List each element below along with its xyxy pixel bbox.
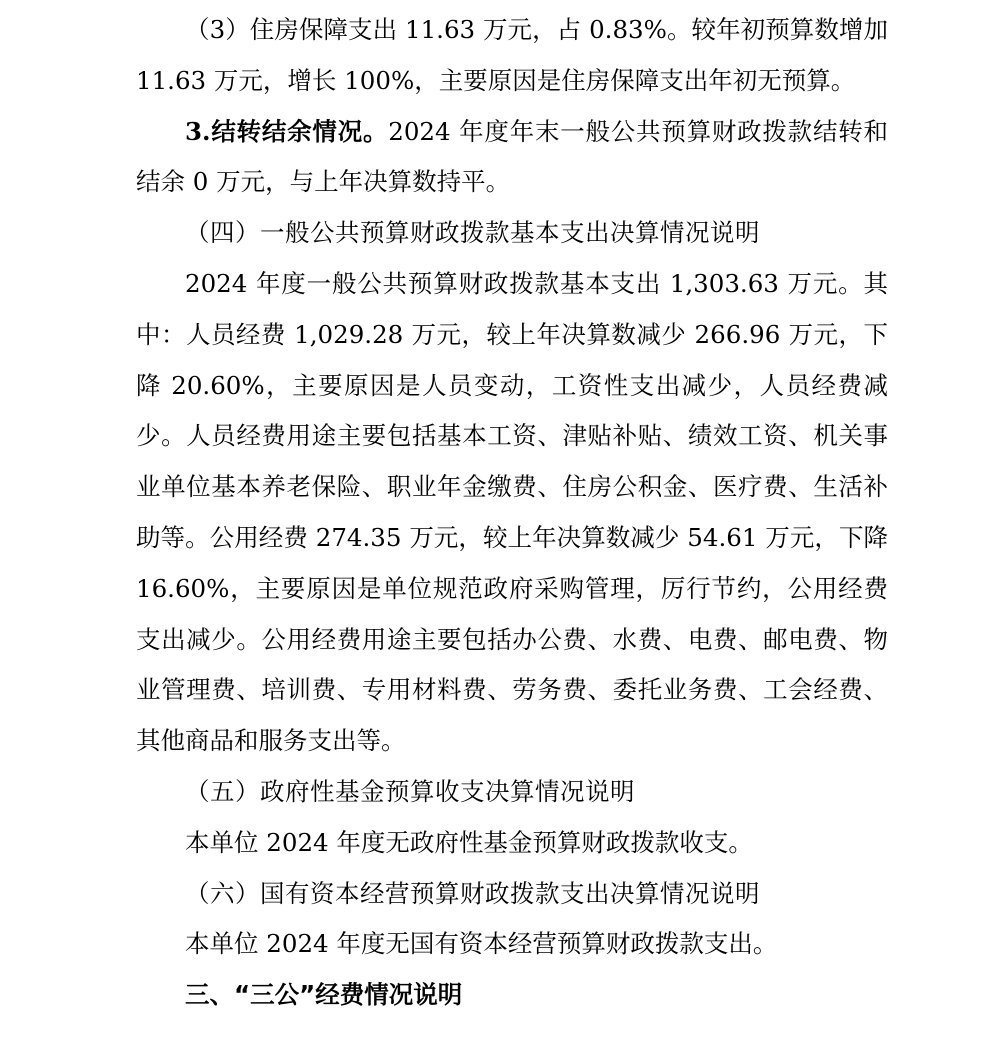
document-page (136, 5, 888, 1021)
section-6-text: 本单位 2024 年度无国有资本经营预算财政拨款支出。 (185, 929, 778, 959)
section-4-paragraph: 2024 年度一般公共预算财政拨款基本支出 1,303.63 万元。其中：人员经费 1,029.28 万元，较上年决算数减少 266.96 万元，下降 20.60%，主要原因是人员变动，工资性支出减少，人员经费减少。人员经费用途主要包括基本工资、津贴补贴、绩效工资、机关事业单位基本养老保险、职业年金缴费、住房公积金、医疗费、生活补助等。公用经费 274.35 万元，较上年决算数减少 54.61 万元，下降 16.60%，主要原因是单位规范政府采购管理，厉行节约，公用经费支出减少。公用经费用途主要包括办公费、水费、电费、邮电费、物业管理费、培训费、专用材料费、劳务费、委托业务费、工会经费、其他商品和服务支出等。 (136, 268, 888, 756)
section-6-heading: （六）国有资本经营预算财政拨款支出决算情况说明 (185, 878, 760, 908)
section-4-heading: （四）一般公共预算财政拨款基本支出决算情况说明 (185, 218, 760, 248)
carryover-paragraph (136, 107, 888, 209)
section-5-text: 本单位 2024 年度无政府性基金预算财政拨款收支。 (185, 827, 753, 857)
carryover-text: 2024 年度年末一般公共预算财政拨款结转和结余 0 万元，与上年决算数持平。 (136, 116, 888, 197)
carryover-heading: 3.结转结余情况。 (185, 116, 389, 146)
section-5-heading: （五）政府性基金预算收支决算情况说明 (185, 776, 635, 806)
housing-expense-paragraph: （3）住房保障支出 11.63 万元，占 0.83%。较年初预算数增加 11.63 万元，增长 100%，主要原因是住房保障支出年初无预算。 (136, 15, 888, 95)
section-three-heading: 三、“三公”经费情况说明 (185, 980, 463, 1010)
